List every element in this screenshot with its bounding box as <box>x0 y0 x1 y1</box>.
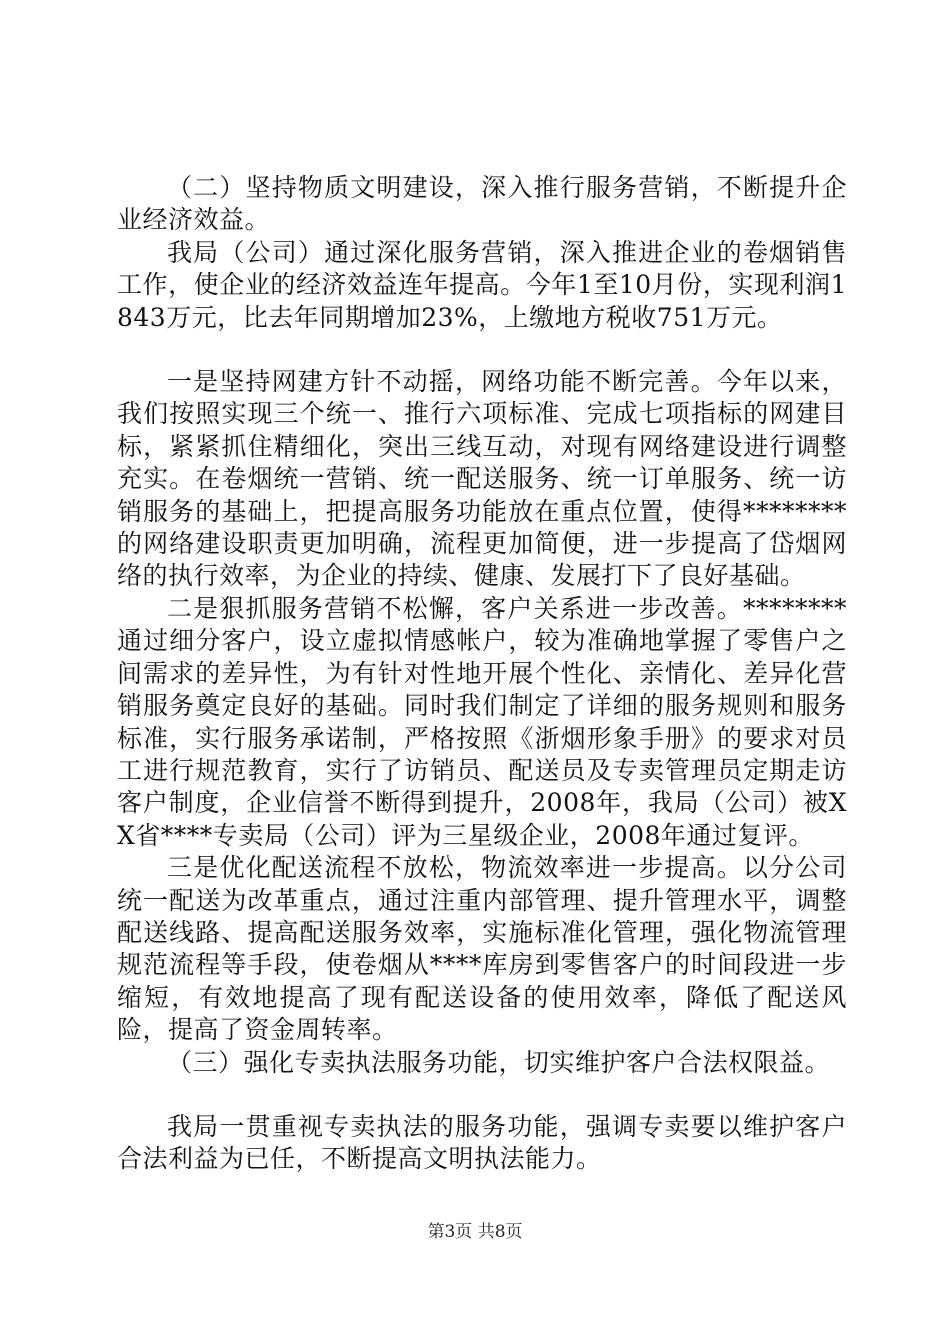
paragraph-enforcement: 我局一贯重视专卖执法的服务功能，强调专卖要以维护客户合法利益为已任，不断提高文明执法能力。 <box>117 1111 847 1174</box>
paragraph-service-marketing: 二是狠抓服务营销不松懈，客户关系进一步改善。********通过细分客户，设立虚拟情感帐户，较为准确地掌握了零售户之间需求的差异性，为有针对性地开展个性化、亲情化、差异化营销服务奠定良好的基础。同时我们制定了详细的服务规则和服务标准，实行服务承诺制，严格按照《浙烟形象手册》的要求对员工进行规范教育，实行了访销员、配送员及专卖管理员定期走访客户制度，企业信誉不断得到提升，2008年，我局（公司）被XX省****专卖局（公司）评为三星级企业，2008年通过复评。 <box>117 593 847 850</box>
section-heading-2: （二）坚持物质文明建设，深入推行服务营销，不断提升企业经济效益。 <box>117 173 847 235</box>
paragraph-network-building: 一是坚持网建方针不动摇，网络功能不断完善。今年以来，我们按照实现三个统一、推行六项标准、完成七项指标的网建目标，紧紧抓住精细化，突出三线互动，对现有网络建设进行调整充实。在卷烟统一营销、统一配送服务、统一订单服务、统一访销服务的基础上，把提高服务功能放在重点位置，使得********的网络建设职责更加明确，流程更加简便，进一步提高了岱烟网络的执行效率，为企业的持续、健康、发展打下了良好基础。 <box>117 367 847 591</box>
page-footer: 第3页 共8页 <box>427 1222 523 1242</box>
paragraph-distribution: 三是优化配送流程不放松，物流效率进一步提高。以分公司统一配送为改革重点，通过注重内部管理、提升管理水平，调整配送线路、提高配送服务效率，实施标准化管理，强化物流管理规范流程等手段，使卷烟从****库房到零售客户的时间段进一步缩短，有效地提高了现有配送设备的使用效率，降低了配送风险，提高了资金周转率。 <box>117 853 847 1045</box>
section-heading-3: （三）强化专卖执法服务功能，切实维护客户合法权限益。 <box>167 1047 831 1077</box>
paragraph-economic-results: 我局（公司）通过深化服务营销，深入推进企业的卷烟销售工作，使企业的经济效益连年提高。今年1至10月份，实现利润1843万元，比去年同期增加23%，上缴地方税收751万元。 <box>117 237 847 332</box>
document-body <box>117 172 847 1176</box>
